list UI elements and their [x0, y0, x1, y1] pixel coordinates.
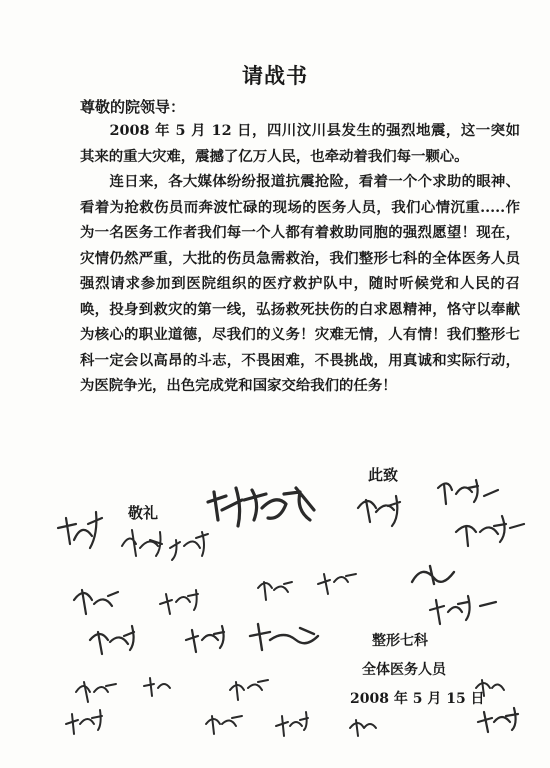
closing-jingli: 敬礼	[128, 504, 159, 522]
handwritten-signature-16	[250, 624, 318, 650]
handwritten-signature-10	[74, 590, 118, 614]
handwritten-signature-11	[160, 590, 198, 614]
handwritten-signature-19	[230, 680, 268, 700]
handwritten-signature-22	[206, 716, 242, 734]
handwritten-signature-4	[170, 532, 208, 560]
handwritten-signature-21	[66, 710, 102, 734]
handwritten-signature-15	[186, 626, 224, 652]
department-name: 整形七科	[372, 633, 428, 649]
body-paragraph-1: 2008 年 5 月 12 日，四川汶川县发生的强烈地震，这一突如其来的重大灾难，震撼了亿万人民，也牵动着我们每一颗心。	[80, 122, 520, 165]
handwritten-signature-2	[58, 512, 102, 548]
handwritten-signature-6	[438, 480, 498, 504]
handwritten-signature-5	[358, 496, 400, 526]
handwritten-signature-3	[122, 530, 162, 556]
handwritten-signature-9	[430, 596, 496, 624]
handwritten-signature-17	[76, 682, 116, 702]
handwritten-signature-13	[318, 574, 356, 594]
handwritten-signature-8	[412, 566, 454, 584]
document-title: 请战书	[242, 63, 308, 88]
handwritten-signature-24	[478, 708, 518, 732]
body-paragraph-2: 连日来，各大媒体纷纷报道抗震抢险，看着一个个求助的眼神、看着为抢救伤员而奔波忙碌的现场的医务人员，我们心情沉重.....作为一名医务工作者我们每一个人都有着救助同胞的强烈愿望！现在，灾情仍然严重，大批的伤员急需救治，我们整形七科的全体医务人员强烈请求参加到医院组织的医疗救护队中，随时听候党和人民的召唤，投身到救灾的第一线，弘扬救死扶伤的白求恩精神，恪守以奉献为核心的职业道德，尽我们的义务！灾难无情，人有情！我们整形七科一定会以高昂的斗志，不畏困难，不畏挑战，用真诚和实际行动，为医院争光，出色完成党和国家交给我们的任务！	[80, 173, 520, 394]
handwritten-signature-23	[276, 712, 376, 736]
staff-label: 全体医务人员	[362, 662, 446, 678]
salutation: 尊敬的院领导：	[80, 98, 186, 116]
handwritten-signature-14	[90, 626, 134, 654]
document-body	[80, 118, 520, 399]
document-date: 2008 年 5 月 15 日	[350, 691, 485, 707]
handwritten-signature-7	[456, 516, 524, 546]
handwritten-signature-12	[258, 582, 292, 600]
handwritten-signature-1	[208, 488, 314, 526]
handwritten-signature-18	[144, 678, 170, 696]
closing-cizhi: 此致	[368, 466, 399, 484]
